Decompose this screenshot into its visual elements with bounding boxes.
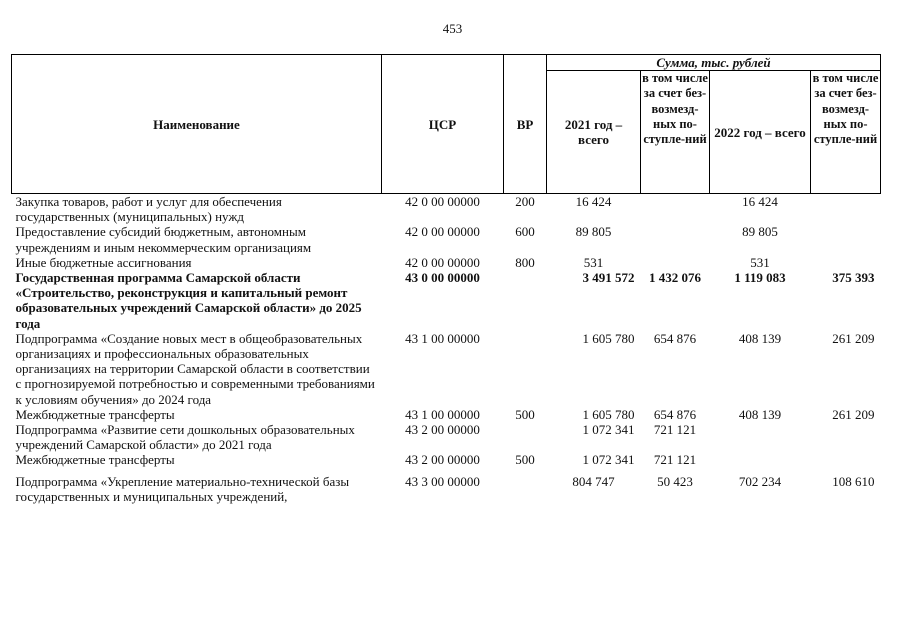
row-vr: 600 xyxy=(515,224,535,240)
row-2022-free: 261 209 xyxy=(832,330,875,346)
row-2022 xyxy=(710,422,811,452)
row-2021: 89 805 xyxy=(575,224,612,240)
table-row xyxy=(12,468,881,504)
row-name: Закупка товаров, работ и услуг для обеспечения государственных (муниципальных) нужд xyxy=(15,194,282,225)
row-name: Государственная программа Самарской области «Строительство, реконструкция и капитальный ремонт образовательных учреждений Самарской области» до 2025 года xyxy=(15,270,362,331)
page-number: 453 xyxy=(442,21,463,36)
row-vr xyxy=(504,331,547,407)
row-name: Межбюджетные трансферты xyxy=(15,452,175,468)
row-2021: 1 072 341 xyxy=(582,422,635,438)
row-2021-free xyxy=(641,255,710,270)
row-2021-free: 721 121 xyxy=(653,452,697,468)
row-vr xyxy=(504,270,547,331)
row-csr: 43 3 00 00000 xyxy=(405,473,480,489)
row-2021-free: 721 121 xyxy=(653,422,697,438)
row-2022-free xyxy=(811,224,881,254)
row-name: Межбюджетные трансферты xyxy=(15,406,175,422)
row-csr: 42 0 00 00000 xyxy=(405,224,480,240)
row-2021-free xyxy=(641,194,710,225)
row-vr: 200 xyxy=(515,194,535,209)
row-2021: 1 605 780 xyxy=(582,406,635,422)
row-2022: 89 805 xyxy=(742,224,778,240)
row-vr xyxy=(504,468,547,504)
row-2022: 408 139 xyxy=(738,406,782,422)
row-2021: 3 491 572 xyxy=(582,270,635,286)
row-2022 xyxy=(710,452,811,467)
table-row xyxy=(12,452,881,467)
row-2021-free: 50 423 xyxy=(657,473,693,489)
table-row xyxy=(12,407,881,422)
row-name: Иные бюджетные ассигнования xyxy=(15,254,192,270)
row-csr: 42 0 00 00000 xyxy=(405,194,480,209)
table-row xyxy=(12,194,881,225)
header-2021-total: 2021 год – всего xyxy=(547,71,641,194)
table-body xyxy=(12,194,881,505)
row-name: Подпрограмма «Укрепление материально-технической базы государственных и муниципальных учреждений, xyxy=(15,473,350,504)
row-2022: 531 xyxy=(750,254,770,270)
row-2021: 531 xyxy=(583,254,604,270)
row-2021-free xyxy=(641,224,710,254)
row-2021: 804 747 xyxy=(572,473,615,489)
row-2022-free xyxy=(811,194,881,225)
row-vr: 800 xyxy=(515,254,535,270)
table-row xyxy=(12,270,881,331)
row-vr xyxy=(504,422,547,452)
header-name: Наименование xyxy=(12,55,382,194)
row-2021-free: 1 432 076 xyxy=(649,270,701,286)
row-2022-free xyxy=(811,255,881,270)
header-2021-free: в том числе за счет без-возмезд-ных по-ступле-ний xyxy=(641,71,710,194)
row-vr: 500 xyxy=(515,406,535,422)
row-2021-free: 654 876 xyxy=(653,406,697,422)
header-2022-free: в том числе за счет без-возмезд-ных по-ступле-ний xyxy=(811,71,881,194)
table-row xyxy=(12,331,881,407)
row-name: Предоставление субсидий бюджетным, автономным учреждениям и иным некоммерческим организациям xyxy=(15,224,312,255)
row-2022: 408 139 xyxy=(738,330,782,346)
table-row xyxy=(12,255,881,270)
row-csr: 42 0 00 00000 xyxy=(405,254,480,270)
row-2022: 16 424 xyxy=(742,194,778,209)
row-2021: 1 605 780 xyxy=(582,330,635,346)
row-2022-free xyxy=(811,452,881,467)
row-csr: 43 0 00 00000 xyxy=(405,270,480,286)
row-2021: 16 424 xyxy=(575,194,612,209)
row-2022-free xyxy=(811,422,881,452)
table-row xyxy=(12,224,881,254)
row-2022-free: 375 393 xyxy=(832,270,875,286)
row-vr: 500 xyxy=(515,452,535,468)
row-csr: 43 2 00 00000 xyxy=(405,452,480,468)
row-name: Подпрограмма «Развитие сети дошкольных образовательных учреждений Самарской области» до 2021 года xyxy=(15,422,355,453)
header-sum: Сумма, тыс. рублей xyxy=(547,55,881,71)
table-row xyxy=(12,422,881,452)
row-2022-free: 261 209 xyxy=(832,406,875,422)
row-name: Подпрограмма «Создание новых мест в общеобразовательных организациях и профессиональных образовательных организациях на территории Самарской области в соответствии с прогнозируемой потребностью и современными требованиями к условиям обучения» до 2024 года xyxy=(15,330,375,407)
header-vr: ВР xyxy=(504,55,547,194)
table-header xyxy=(12,55,881,194)
row-csr: 43 1 00 00000 xyxy=(405,330,480,346)
row-2022-free: 108 610 xyxy=(832,473,875,489)
row-2021-free: 654 876 xyxy=(653,330,697,346)
row-2022: 702 234 xyxy=(738,473,782,489)
row-2022: 1 119 083 xyxy=(734,270,786,286)
row-csr: 43 1 00 00000 xyxy=(405,406,480,422)
row-2021: 1 072 341 xyxy=(582,452,635,468)
header-2022-total: 2022 год – всего xyxy=(710,71,811,194)
header-csr: ЦСР xyxy=(382,55,504,194)
budget-table xyxy=(11,54,881,504)
row-csr: 43 2 00 00000 xyxy=(405,422,480,438)
